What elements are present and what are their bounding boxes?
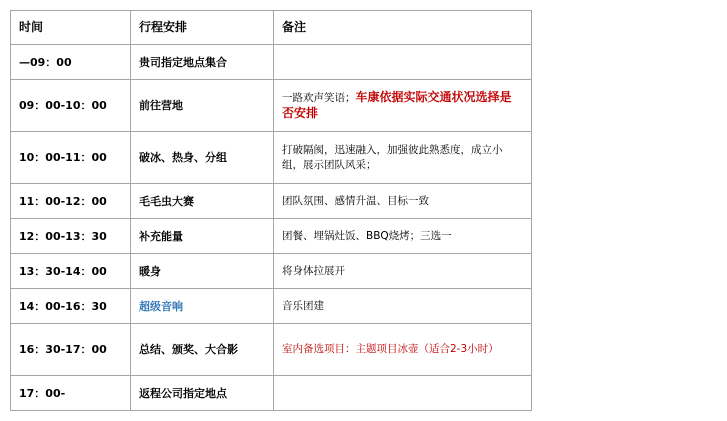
- table-row: [11, 219, 532, 254]
- table-row: [11, 80, 532, 132]
- row-note: 团餐、埋锅灶饭、BBQ烧烤；三选一: [274, 219, 532, 254]
- row-time: 12：00-13：30: [11, 219, 131, 254]
- row-plan: 总结、颁奖、大合影: [131, 324, 274, 376]
- row-note: 团队氛围、感情升温、目标一致: [274, 184, 532, 219]
- row-time: —09：00: [11, 45, 131, 80]
- table-row: [11, 324, 532, 376]
- row-plan: 破冰、热身、分组: [131, 132, 274, 184]
- row-note: [274, 80, 532, 132]
- table-row: [11, 289, 532, 324]
- row-time: 14：00-16：30: [11, 289, 131, 324]
- header-note: 备注: [274, 11, 532, 45]
- row-plan: 超级音响: [131, 289, 274, 324]
- row-note-text: 一路欢声笑语；: [282, 91, 356, 104]
- row-note: 室内备选项目：主题项目冰壶（适合2-3小时）: [274, 324, 532, 376]
- row-plan: 暖身: [131, 254, 274, 289]
- row-note-highlight: 车康依据实际交通状况选择是否安排: [282, 89, 512, 120]
- row-time: 10：00-11：00: [11, 132, 131, 184]
- header-time: 时间: [11, 11, 131, 45]
- row-plan: 贵司指定地点集合: [131, 45, 274, 80]
- row-time: 16：30-17：00: [11, 324, 131, 376]
- table-header-row: [11, 11, 532, 45]
- row-note: [274, 376, 532, 411]
- table-row: [11, 132, 532, 184]
- row-note: [274, 45, 532, 80]
- row-plan: 返程公司指定地点: [131, 376, 274, 411]
- row-note: 将身体拉展开: [274, 254, 532, 289]
- row-plan: 补充能量: [131, 219, 274, 254]
- table-row: [11, 45, 532, 80]
- table-row: [11, 376, 532, 411]
- row-time: 09：00-10：00: [11, 80, 131, 132]
- row-note: 音乐团建: [274, 289, 532, 324]
- row-plan: 毛毛虫大赛: [131, 184, 274, 219]
- row-note: 打破隔阂，迅速融入，加强彼此熟悉度，成立小组，展示团队风采；: [274, 132, 532, 184]
- table-row: [11, 184, 532, 219]
- table-row: [11, 254, 532, 289]
- schedule-table: [10, 10, 532, 411]
- row-time: 13：30-14：00: [11, 254, 131, 289]
- row-time: 17：00-: [11, 376, 131, 411]
- row-plan: 前往营地: [131, 80, 274, 132]
- row-time: 11：00-12：00: [11, 184, 131, 219]
- header-plan: 行程安排: [131, 11, 274, 45]
